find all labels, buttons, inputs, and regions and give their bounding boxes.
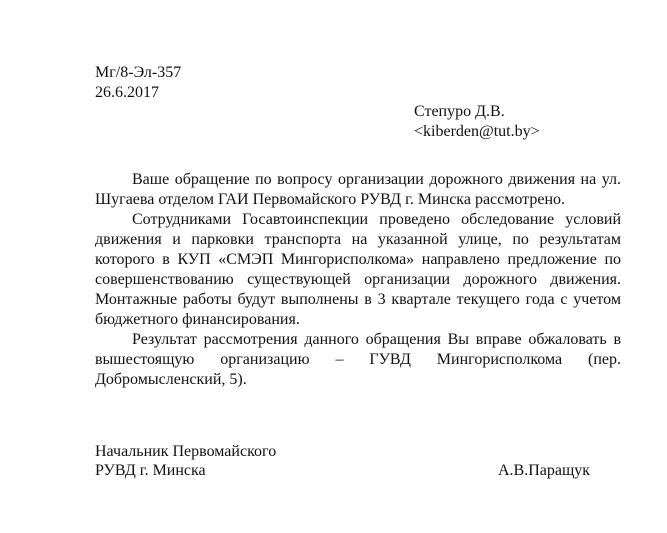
addressee-name: Степуро Д.В. [414, 103, 505, 120]
signatory-title-line-2: РУВД г. Минска [95, 462, 206, 479]
body-paragraph: Результат рассмотрения данного обращения Вы вправе обжаловать в вышестоящую организацию – ГУВД Мингорисполкома (пер. Добромысленский, 5). [95, 331, 621, 388]
document-reference-number: Мг/8-Эл-357 [95, 64, 182, 81]
body-paragraph: Сотрудниками Госавтоинспекции проведено обследование условий движения и парковки транспорта на указанной улице, по результатам которого в КУП «СМЭП Мингорисполкома» направлено предложение по совершенствованию существующей организации дорожного движения. Монтажные работы будут выполнены в 3 квартале текущего года с учетом бюджетного финансирования. [95, 211, 621, 328]
signatory-name: А.В.Паращук [498, 462, 591, 479]
body-paragraph: Ваше обращение по вопросу организации дорожного движения на ул. Шугаева отделом ГАИ Первомайского РУВД г. Минска рассмотрено. [95, 171, 621, 208]
letter-body [95, 170, 621, 390]
signatory-title-line-1: Начальник Первомайского [95, 443, 277, 460]
document-date: 26.6.2017 [95, 84, 159, 101]
addressee-email: <kiberden@tut.by> [414, 123, 540, 140]
